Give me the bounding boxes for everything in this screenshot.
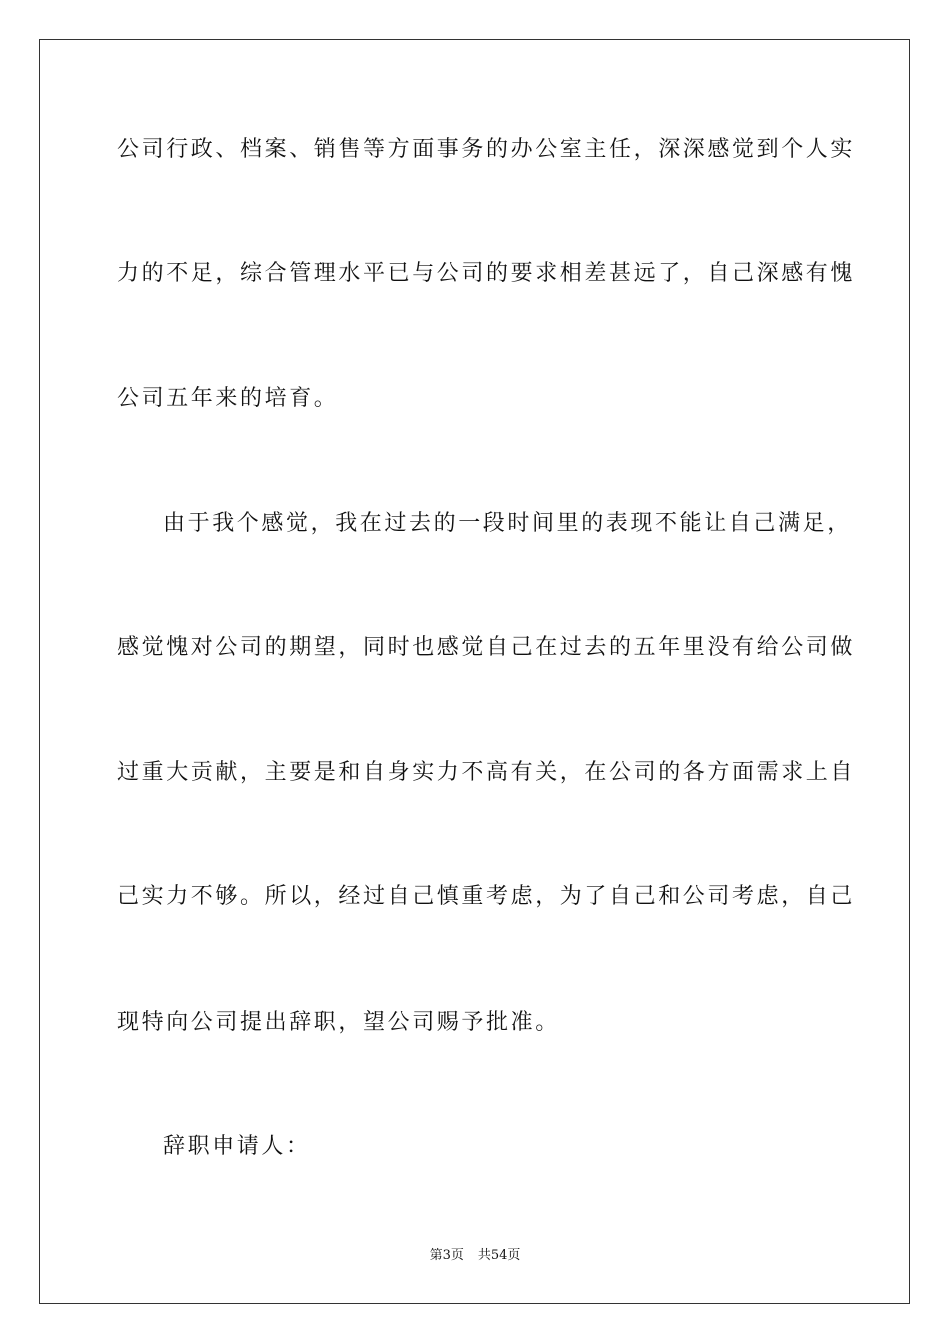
page-total: 共54页 [477,1248,521,1263]
paragraph-line: 感觉愧对公司的期望，同时也感觉自己在过去的五年里没有给公司做 [117,635,856,660]
signature-label: 辞职申请人： [163,1134,311,1159]
paragraph-line: 过重大贡献，主要是和自身实力不高有关，在公司的各方面需求上自 [117,760,856,785]
paragraph-line: 现特向公司提出辞职，望公司赐予批准。 [117,1010,560,1035]
paragraph-line: 由于我个感觉，我在过去的一段时间里的表现不能让自己满足， [163,511,852,536]
page-number: 第3页 [429,1248,464,1263]
page-border [39,39,910,1304]
paragraph-line: 公司行政、档案、销售等方面事务的办公室主任，深深感觉到个人实 [117,137,856,162]
paragraph-line: 己实力不够。所以，经过自己慎重考虑，为了自己和公司考虑，自己 [117,884,856,909]
page-footer [0,1247,950,1265]
paragraph-line: 公司五年来的培育。 [117,386,339,411]
paragraph-line: 力的不足，综合管理水平已与公司的要求相差甚远了，自己深感有愧 [117,261,856,286]
